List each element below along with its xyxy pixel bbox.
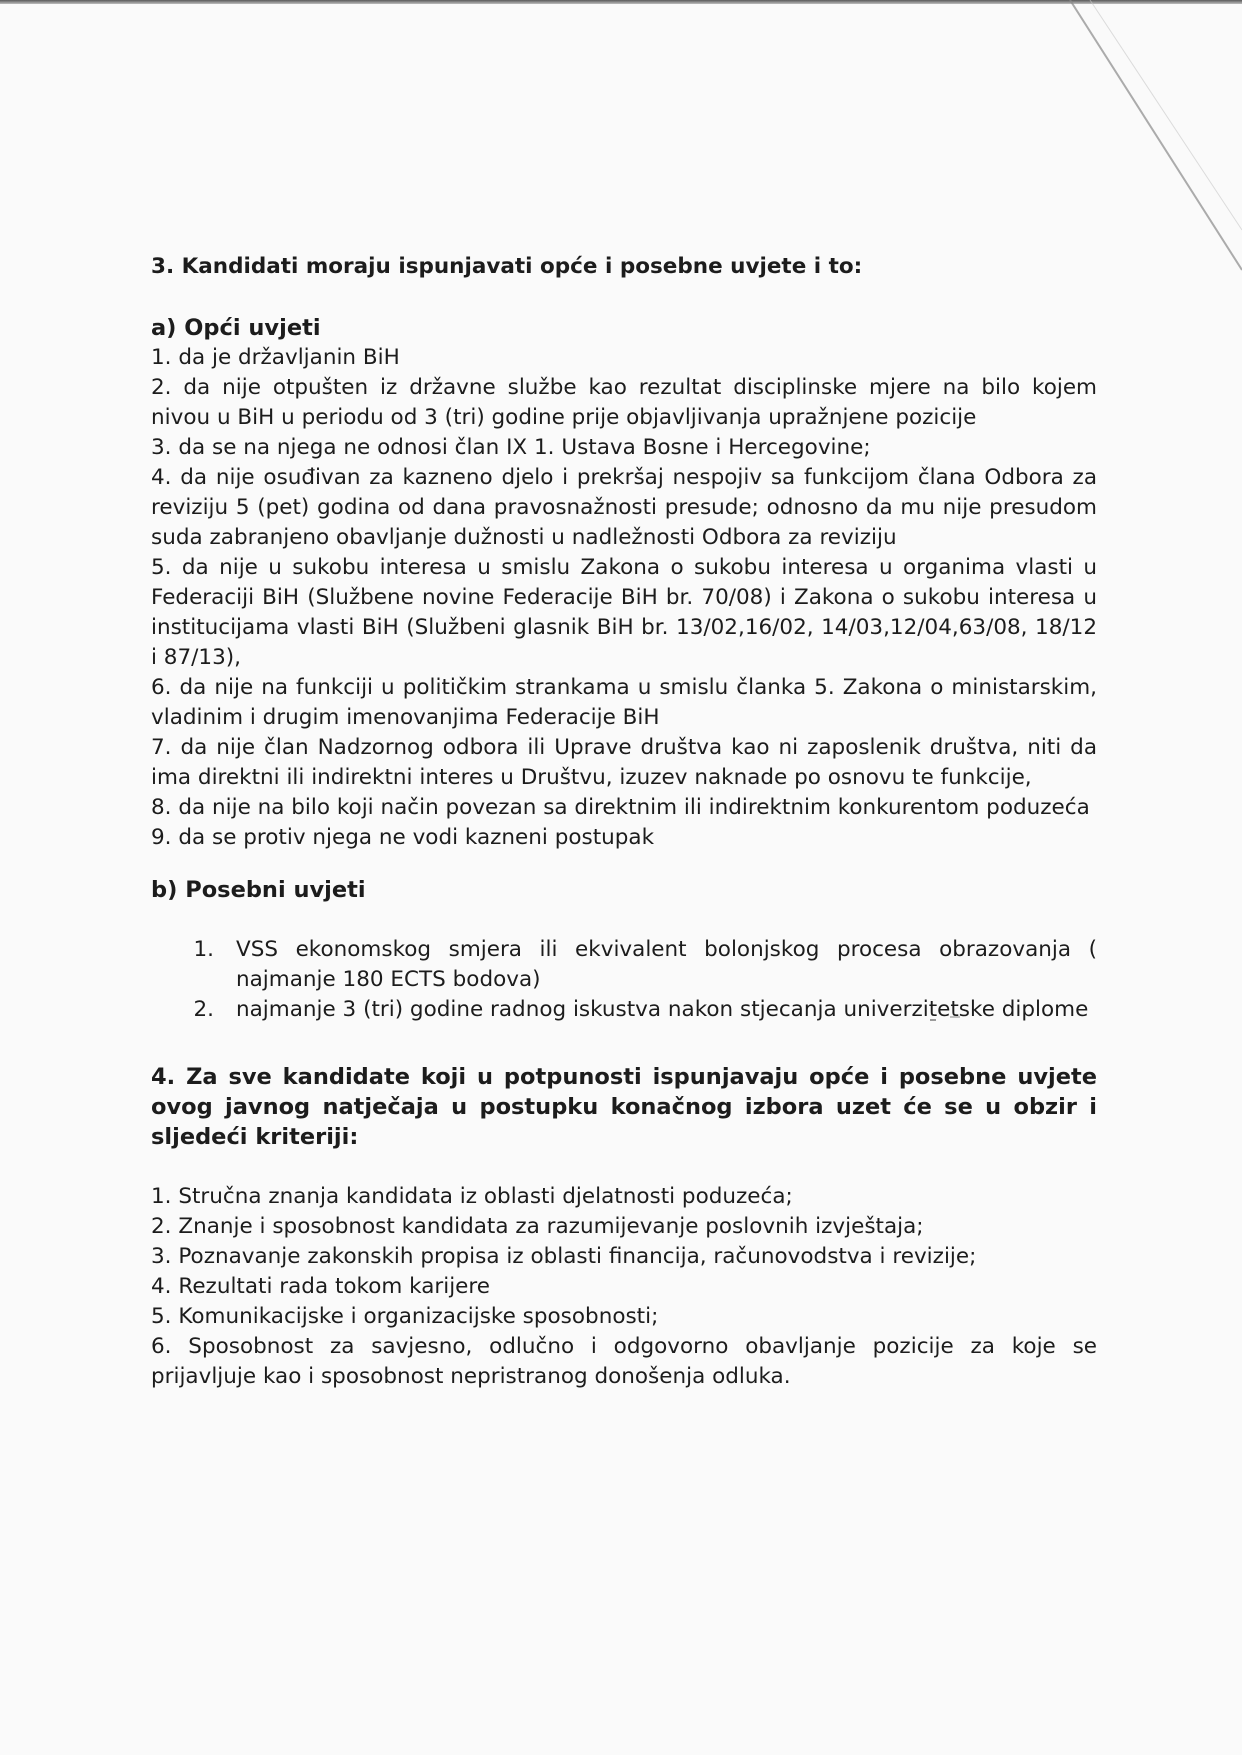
criteria-item: 5. Komunikacijske i organizacijske sposobnosti; bbox=[151, 1304, 659, 1329]
criteria-item: 2. Znanje i sposobnost kandidata za razumijevanje poslovnih izvještaja; bbox=[151, 1214, 924, 1239]
document-body bbox=[151, 252, 1097, 1392]
general-conditions-list bbox=[151, 343, 1097, 853]
general-conditions-heading: a) Opći uvjeti bbox=[151, 315, 321, 341]
general-condition-item: 9. da se protiv njega ne vodi kazneni postupak bbox=[151, 825, 655, 850]
selection-criteria-list bbox=[151, 1182, 1097, 1392]
general-condition-item: 5. da nije u sukobu interesa u smislu Zakona o sukobu interesa u organima vlasti u Federaciji BiH (Službene novine Federacije BiH br. 70/08) i Zakona o sukobu interesa u institucijama vlasti BiH (Službeni glasnik BiH br. 13/02,16/02, 14/03,12/04,63/08, 18/12 i 87/13), bbox=[151, 555, 1097, 670]
special-condition-item bbox=[151, 995, 1097, 1025]
general-condition-item: 3. da se na njega ne odnosi član IX 1. Ustava Bosne i Hercegovine; bbox=[151, 435, 871, 460]
special-condition-text: VSS ekonomskog smjera ili ekvivalent bolonjskog procesa obrazovanja ( najmanje 180 ECTS bodova) bbox=[236, 937, 1097, 992]
general-condition-item: 7. da nije član Nadzornog odbora ili Uprave društva kao ni zaposlenik društva, niti da ima direktni ili indirektni interes u Društvu, izuzev naknade po osnovu te funkcije, bbox=[151, 735, 1097, 790]
section-4-heading: 4. Za sve kandidate koji u potpunosti ispunjavaju opće i posebne uvjete ovog javnog natječaja u postupku konačnog izbora uzet će se u obzir i sljedeći kriteriji: bbox=[151, 1064, 1097, 1150]
special-condition-number: 1. bbox=[193, 937, 214, 962]
criteria-item: 4. Rezultati rada tokom karijere bbox=[151, 1274, 491, 1299]
page-top-edge bbox=[0, 0, 1242, 4]
special-condition-item bbox=[151, 935, 1097, 995]
special-conditions-list bbox=[151, 935, 1097, 1025]
general-condition-item: 4. da nije osuđivan za kazneno djelo i prekršaj nespojiv sa funkcijom člana Odbora za reviziju 5 (pet) godina od dana pravosnažnosti presude; odnosno da mu nije presudom suda zabranjeno obavljanje dužnosti u nadležnosti Odbora za reviziju bbox=[151, 465, 1097, 550]
general-condition-item: 8. da nije na bilo koji način povezan sa direktnim ili indirektnim konkurentom poduzeća bbox=[151, 795, 1090, 820]
section-3-heading: 3. Kandidati moraju ispunjavati opće i posebne uvjete i to: bbox=[151, 254, 863, 279]
special-condition-text: najmanje 3 (tri) godine radnog iskustva nakon stjecanja univerzitetske diplome bbox=[236, 997, 1089, 1022]
general-condition-item: 6. da nije na funkciji u političkim strankama u smislu članka 5. Zakona o ministarskim, vladinim i drugim imenovanjima Federacije BiH bbox=[151, 675, 1097, 730]
special-conditions-heading: b) Posebni uvjeti bbox=[151, 877, 366, 903]
criteria-item: 1. Stručna znanja kandidata iz oblasti djelatnosti poduzeća; bbox=[151, 1184, 793, 1209]
general-condition-item: 1. da je državljanin BiH bbox=[151, 345, 400, 370]
paper-fold-shadow bbox=[1060, 0, 1242, 280]
criteria-item: 6. Sposobnost za savjesno, odlučno i odgovorno obavljanje pozicije za koje se prijavljuje kao i sposobnost nepristranog donošenja odluka. bbox=[151, 1334, 1097, 1389]
general-condition-item: 2. da nije otpušten iz državne službe kao rezultat disciplinske mjere na bilo kojem nivou u BiH u periodu od 3 (tri) godine prije objavljivanja upražnjene pozicije bbox=[151, 375, 1097, 430]
criteria-item: 3. Poznavanje zakonskih propisa iz oblasti financija, računovodstva i revizije; bbox=[151, 1244, 977, 1269]
special-condition-number: 2. bbox=[193, 997, 214, 1022]
